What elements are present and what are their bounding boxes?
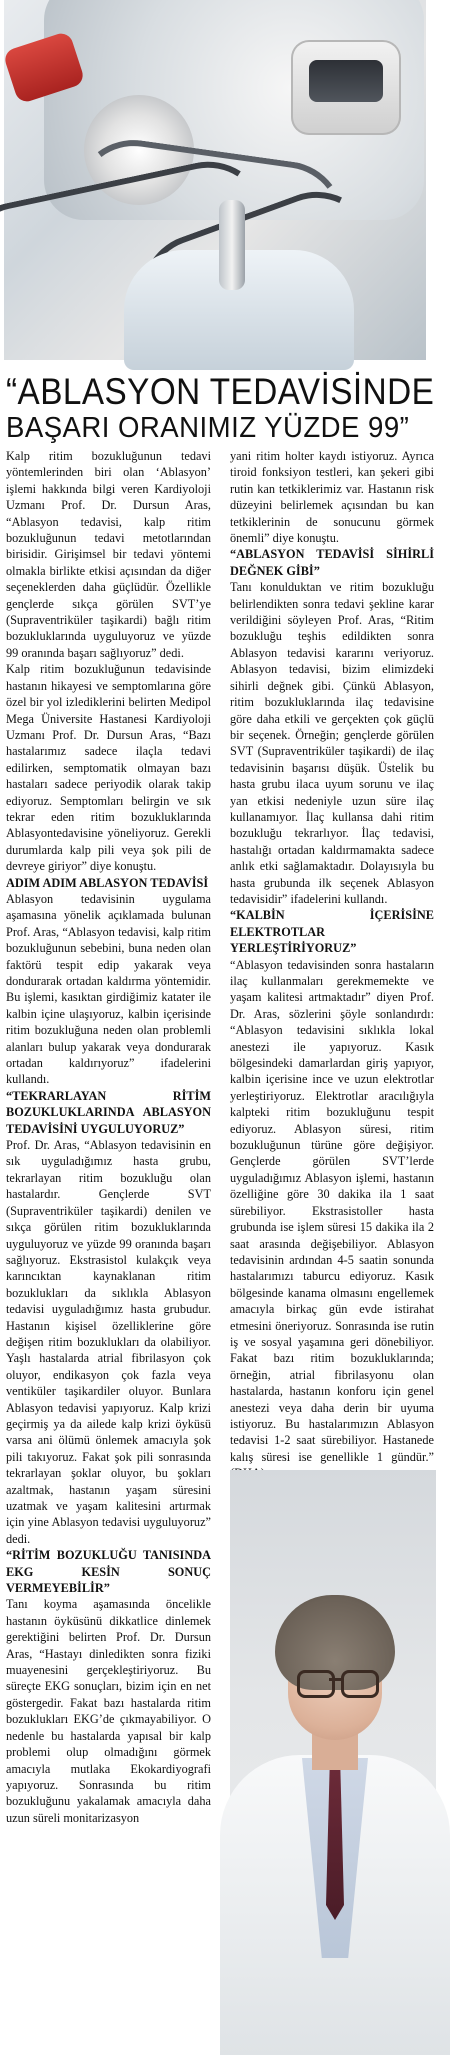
subheading: “ABLASYON TEDAVİSİ SİHİRLİ DEĞNEK GİBİ” (230, 547, 434, 578)
paragraph: Tanı koyma aşamasında öncelikle hastanın öyküsünü dikkatlice dinlemek gerektiğini belirten Prof. Dr. Dursun Aras, “Hastayı dinledikten sonra fiziki muayenesini gerçekleştiriyoruz. Bu süreçte EKG sonuçları, bizim için en net göstergedir. Fakat bazı hastalarda ritim bozuklukları EKG’de çıkmayabiliyor. O nedenle bu hastalarda yapısal bir kalp problemi olup olmadığını görmek amacıyla mutlaka Ekokardiyografi yapıyoruz. Sonrasında bu ritim bozukluğunu yakalamak amacıyla daha uzun süreli monitarizasyon (6, 1597, 211, 1825)
article-column-left (6, 448, 211, 2044)
paragraph: Ablasyon tedavisinin uygulama aşamasına yönelik açıklamada bulunan Prof. Aras, “Ablasyon tedavisi, kalp ritim bozukluğunun sebebini, buna neden olan faktörü tespit edip yakarak veya dondurarak ortadan kaldırma yöntemidir. Bu işlemi, kasıktan girdiğimiz katater ile kalbin içine ulaşıyoruz, kalbin içerisinde ritim bozukluğuna neden olan problemli alanları bulup yakarak veya dondurarak ortadan kaldırıyoruz” ifadelerini kullandı. (6, 891, 211, 1087)
doctor-portrait-photo (230, 1470, 436, 2044)
headline-line-2: BAŞARI ORANIMIZ YÜZDE 99” (6, 412, 410, 444)
ablation-device-photo (4, 0, 426, 360)
subheading: ADIM ADIM ABLASYON TEDAVİSİ (6, 875, 209, 890)
article-column-right (230, 448, 434, 1464)
paragraph: Tanı konulduktan ve ritim bozukluğu belirlendikten sonra tedavi şekline karar verildiğini söyleyen Prof. Aras, “Ritim bozukluğu teşhis edildikten sonra Ablasyon tedavisi kararını veriyoruz. Ablasyon tedavisi, bizim elimizdeki sihirli değnek gibi. Çünkü Ablasyon, ritim bozukluklarında ilaç tedavisine göre daha etkili ve gerçekten çok güçlü bir seçenek. Örneğin; gençlerde görülen SVT (Supraventriküler taşikardi) de ilaç tedavisinin başarısı düşük. Üstelik bu hasta grubu ilaca uyum sorunu ve ilaç yan etkisi nedeniyle uzun süre ilaç kullanamıyor. İlaç kullansa dahi ritim bozukluğu tekrarlıyor. İlaç tedavisi, hastalığı ortadan kaldırmamakta sadece anlık etki sağlamaktadır. Dolayısıyla bu hasta grubunda ilk seçenek Ablasyon tedavisidir” ifadelerini kullandı. (230, 580, 434, 906)
headline (6, 372, 436, 444)
paragraph: “Ablasyon tedavisinden sonra hastaların ilaç kullanmaları gerekmemekte ve yaşam kalitesi artmaktadır” diyen Prof. Dr. Aras, sözlerini şöyle sonlandırdı: “Ablasyon tedavisini sıklıkla lokal anestezi ile yapıyoruz. Kasık bölgesindeki damarlardan giriş yapıyor, kalbin içerisine ince ve uzun elektrotlar yerleştiriyoruz. Elektrotlar aracılığıyla kalpteki ritim bozukluğunu tespit ediyoruz. Ablasyon süresi, ritim bozukluğunun türüne göre değişiyor. Gençlerde görülen SVT’lerde uyguladığımız Ablasyon işlemi, hastanın özelliğine göre 30 dakika ila 1 saat sürebiliyor. Ekstrasistoller hasta grubunda ise işlem süresi 15 dakika ila 2 saat arasında değişebiliyor. Ablasyon tedavisinin ardından 4-5 saatin sonunda hastalarımızı taburcu ediyoruz. Kasık bölgesinde kanama olmasını engellemek amacıyla birkaç gün evde istirahat etmesini öneriyoruz. Sonrasında ise rutin iş ve sosyal yaşamına geri dönebiliyor. Fakat bazı ritim bozukluklarında; örneğin, atrial fibrilasyonu olan hastalarda, hastanın konforu için genel anestezi veya daha derin bir uyuma istiyoruz. Bu hastalarımızın Ablasyon tedavisi 1-2 saat sürebiliyor. Hastanede kalış süresi ise genellikle 1 gündür.” (230, 957, 434, 1464)
subheading: “KALBİN İÇERİSİNE ELEKTROTLAR YERLEŞTİRİYORUZ” (230, 908, 434, 956)
headline-line-1: “ABLASYON TEDAVİSİNDE (6, 371, 435, 412)
paragraph: Kalp ritim bozukluğunun tedavi yöntemlerinden biri olan ‘Ablasyon’ işlemi hakkında bilgi veren Kardiyoloji Uzmanı Prof. Dr. Dursun Aras, “Ablasyon tedavisi, kalp ritim bozukluğunun tedavi metotlarından birisidir. Girişimsel bir tedavi yöntemi olmakla birlikte etkisi açısından da diğer seçeneklerden daha güçlüdür. Özellikle gençlerde sıkça görülen SVT’ye (Supraventriküler taşikardi) bağlı ritim bozukluklarında uyguluyoruz ve yüzde 99 oranında başarı sağlıyoruz” dedi. (6, 449, 211, 660)
subheading: “RİTİM BOZUKLUĞU TANISINDA EKG KESİN SONUÇ VERMEYEBİLİR” (6, 1548, 211, 1596)
paragraph: yani ritim holter kaydı istiyoruz. Ayrıca tiroid fonksiyon testleri, kan şekeri gibi rutin kan tetkiklerimiz var. Hastanın risk düzeyini belirlemek açısından bu kan tetkiklerinin de sonucunu görmek önemli” diye konuştu. (230, 449, 434, 546)
paragraph: Prof. Dr. Aras, “Ablasyon tedavisinin en sık uyguladığımız hasta grubu, tekrarlayan ritim bozukluğu olan hastalardır. Gençlerde SVT (Supraventriküler taşikardi) denilen ve sıkça görülen ritim bozukluklarında uyguluyoruz ve yüzde 99 oranında başarı sağlıyoruz. Ekstrasistol kulakçık veya karıncıktan kaynaklanan ritim bozuklukları da sıklıkla Ablasyon tedavisi uyguladığımız hasta grubudur. Hastanın kişisel özelliklerine göre değişen ritim bozuklukları da olabiliyor. Yaşlı hastalarda atrial fibrilasyon çok oluyor, endikasyon çok fazla veya ventiküler taşikardiler oluyor. Bunlara Ablasyon tedavisi yapıyoruz. Kalp krizi geçirmiş ya da ailede kalp krizi öyküsü varsa ani ölümü önlemek amacıyla şok pili takıyoruz. Fakat şok pili sonrasında tekrarlayan şoklar oluyor, bu şokları azaltmak, hastanın yaşam süresini uzatmak ve yaşam kalitesini artırmak için yine Ablasyon tedavisi uyguluyoruz” dedi. (6, 1138, 211, 1546)
paragraph: Kalp ritim bozukluğunun tedavisinde hastanın hikayesi ve semptomlarına göre özel bir yol izlediklerini belirten Medipol Mega Üniversite Hastanesi Kardiyoloji Uzmanı Prof. Dr. Dursun Aras, “Bazı hastalarımız sadece ilaçla tedavi edilirken, semptomatik olmayan bazı hastaları sadece periyodik olarak takip ediyoruz. Semptomları belirgin ve sık tekrar eden ritim bozukluklarında Ablasyontedavisine yöneliyoruz. Gerekli durumlarda kalp pili veya şok pili de devreye giriyor” diye konuştu. (6, 662, 211, 874)
subheading: “TEKRARLAYAN RİTİM BOZUKLUKLARINDA ABLASYON TEDAVİSİNİ UYGULUYORUZ” (6, 1088, 211, 1136)
